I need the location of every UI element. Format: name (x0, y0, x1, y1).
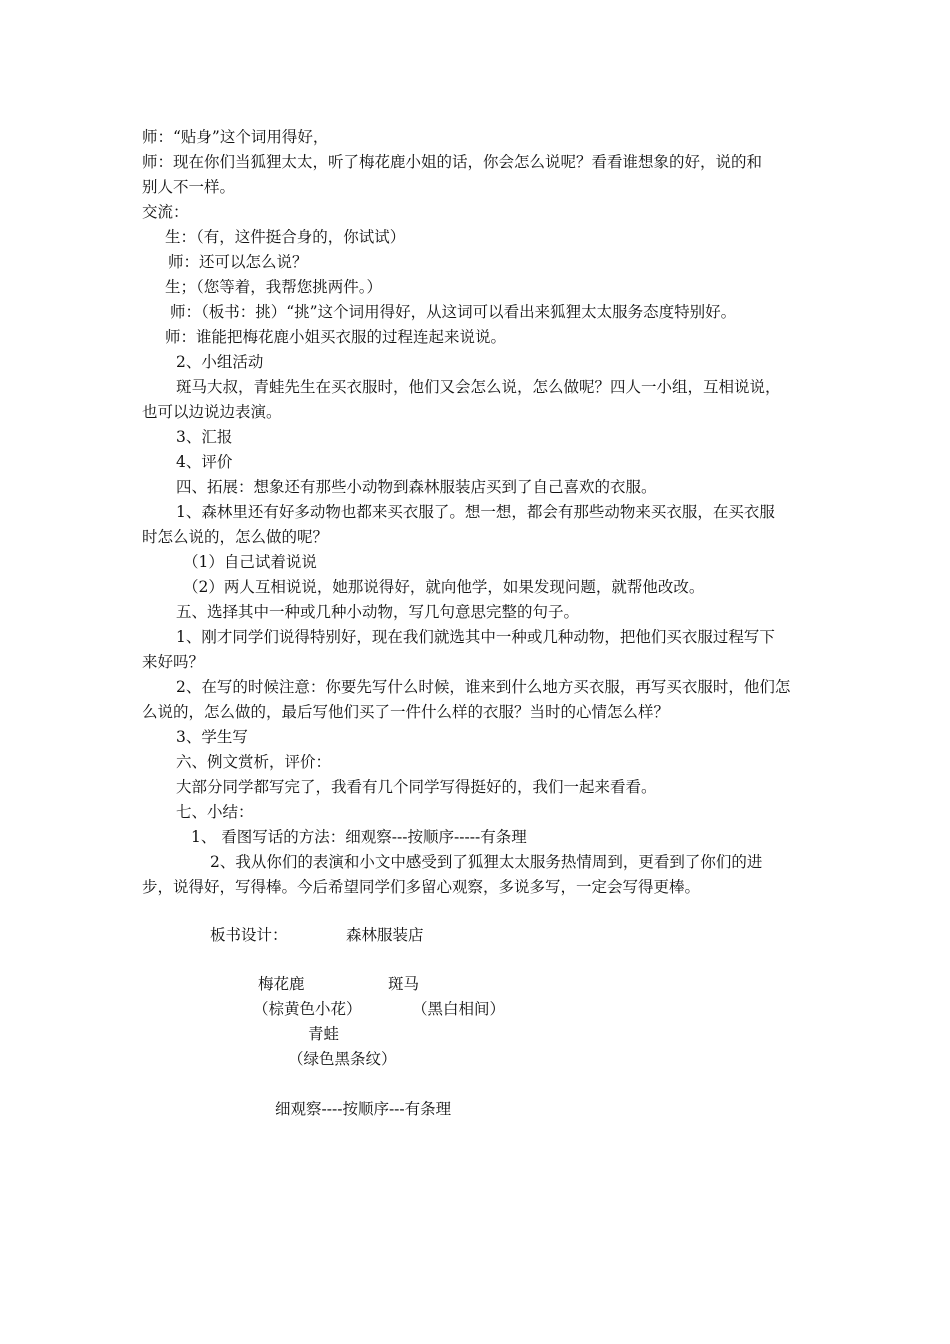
board-frog-desc: （绿色黑条纹） (288, 1050, 397, 1068)
text-line: 斑马大叔，青蛙先生在买衣服时，他们又会怎么说，怎么做呢？四人一小组，互相说说， (176, 378, 781, 396)
text-line: 师：现在你们当狐狸太太，听了梅花鹿小姐的话，你会怎么说呢？看看谁想象的好，说的和 (142, 153, 763, 171)
text-line: 师：（板书：挑）“挑”这个词用得好，从这词可以看出来狐狸太太服务态度特别好。 (170, 303, 737, 321)
board-deer-name: 梅花鹿 (258, 975, 305, 993)
text-line: 么说的，怎么做的，最后写他们买了一件什么样的衣服？当时的心情怎么样？ (142, 703, 670, 721)
board-zebra-desc: （黑白相间） (412, 1000, 506, 1018)
text-line: 师：还可以怎么说？ (168, 253, 308, 271)
text-line: 师：谁能把梅花鹿小姐买衣服的过程连起来说说。 (165, 328, 507, 346)
board-zebra-name: 斑马 (388, 975, 420, 993)
text-line: 生：（有，这件挺合身的，你试试） (165, 228, 406, 246)
text-line: 六、例文赏析，评价： (176, 753, 332, 771)
text-line: 七、小结： (176, 803, 254, 821)
board-summary: 细观察----按顺序---有条理 (275, 1100, 452, 1118)
text-line: 五、选择其中一种或几种小动物，写几句意思完整的句子。 (176, 603, 580, 621)
text-line: （1）自己试着说说 (183, 553, 317, 571)
text-line: 别人不一样。 (142, 178, 236, 196)
text-line: 1、森林里还有好多动物也都来买衣服了。想一想，都会有那些动物来买衣服，在买衣服 (176, 503, 775, 521)
text-line: 来好吗？ (142, 653, 205, 671)
text-line: 2、我从你们的表演和小文中感受到了狐狸太太服务热情周到，更看到了你们的进 (210, 853, 763, 871)
text-line: 2、在写的时候注意：你要先写什么时候，谁来到什么地方买衣服，再写买衣服时，他们怎 (176, 678, 791, 696)
board-title: 森林服装店 (346, 926, 424, 944)
text-line: 1、 看图写话的方法：细观察---按顺序-----有条理 (191, 828, 527, 846)
text-line: 时怎么说的，怎么做的呢？ (142, 528, 329, 546)
text-line: 生；（您等着，我帮您挑两件。） (165, 278, 383, 296)
text-line: 大部分同学都写完了，我看有几个同学写得挺好的，我们一起来看看。 (176, 778, 657, 796)
board-design-label: 板书设计： (210, 926, 288, 944)
text-line: 3、汇报 (176, 428, 233, 446)
text-line: 2、小组活动 (176, 353, 264, 371)
text-line: 4、评价 (176, 453, 233, 471)
board-deer-desc: （棕黄色小花） (253, 1000, 362, 1018)
text-line: 3、学生写 (176, 728, 248, 746)
text-line: 交流： (142, 203, 189, 221)
text-line: 步，说得好，写得棒。今后希望同学们多留心观察，多说多写，一定会写得更棒。 (142, 878, 701, 896)
text-line: 四、拓展：想象还有那些小动物到森林服装店买到了自己喜欢的衣服。 (176, 478, 657, 496)
text-line: 也可以边说边表演。 (142, 403, 282, 421)
text-line: 1、刚才同学们说得特别好，现在我们就选其中一种或几种动物，把他们买衣服过程写下 (176, 628, 775, 646)
text-line: 师：“贴身”这个词用得好， (142, 128, 329, 146)
board-frog-name: 青蛙 (308, 1025, 340, 1043)
text-line: （2）两人互相说说，她那说得好，就向他学，如果发现问题，就帮他改改。 (183, 578, 705, 596)
